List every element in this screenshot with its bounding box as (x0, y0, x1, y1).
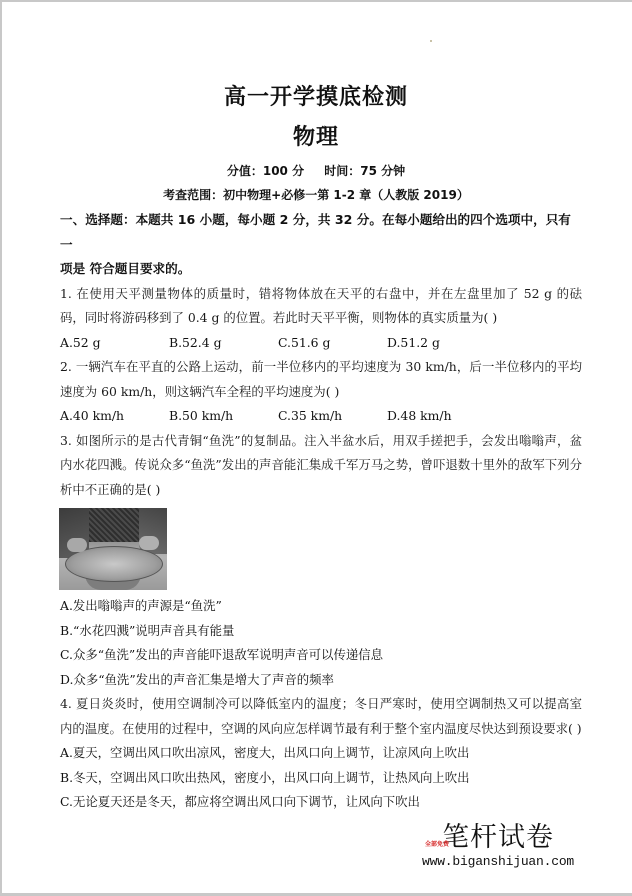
question-4 (60, 692, 582, 815)
section-heading-line-2: 项是 符合题目要求的。 (60, 261, 191, 276)
question-1-stem: 1. 在使用天平测量物体的质量时，错将物体放在天平的右盘中，并在左盘里加了 52 g 的砝码，同时将游码移到了 0.4 g 的位置。若此时天平平衡，则物体的真实质量为( ) (60, 285, 582, 325)
question-4-option-c: C.无论夏天还是冬天，都应将空调出风口向下调节，让风向下吹出 (60, 794, 420, 809)
time-label: 时间：75 分钟 (324, 164, 406, 178)
question-2 (60, 355, 582, 429)
question-3-option-c: C.众多“鱼洗”发出的声音能吓退敌军说明声音可以传递信息 (60, 647, 384, 662)
page-border-top (0, 0, 632, 2)
question-1-options (60, 331, 582, 356)
question-2-options (60, 404, 582, 429)
question-4-option-a: A.夏天，空调出风口吹出凉风，密度大，出风口向上调节，让凉风向上吹出 (60, 745, 470, 760)
question-3 (60, 429, 582, 693)
scan-speck (430, 40, 432, 42)
question-4-stem: 4. 夏日炎炎时，使用空调制冷可以降低室内的温度；冬日严寒时，使用空调制热又可以提高室内的温度。在使用的过程中，空调的风向应怎样调节最有利于整个室内温度尽快达到预设要求( ) (60, 696, 582, 736)
watermark-logo (422, 822, 602, 878)
subject-title: 物理 (292, 125, 339, 150)
exam-meta-score-time (0, 162, 632, 179)
question-3-option-b: B.“水花四溅”说明声音具有能量 (60, 622, 235, 638)
watermark-brand: 笔杆试卷 (442, 822, 554, 853)
score-label: 分值：100 分 (226, 164, 305, 178)
question-1-option-a: A.52 g (60, 334, 101, 350)
question-1-option-b: B.52.4 g (169, 334, 222, 350)
exam-content (60, 208, 582, 815)
exam-scope: 考查范围：初中物理+必修一第 1-2 章（人教版 2019） (163, 188, 469, 202)
photo-background (89, 508, 139, 542)
question-2-option-b: B.50 km/h (169, 408, 234, 423)
fish-basin-photo (59, 508, 167, 590)
question-2-stem: 2. 一辆汽车在平直的公路上运动，前一半位移内的平均速度为 30 km/h，后一半位移内的平均速度为 60 km/h，则这辆汽车全程的平均速度为( ) (60, 359, 582, 399)
watermark-url: www.biganshijuan.com (422, 854, 575, 869)
question-2-option-a: A.40 km/h (60, 408, 125, 423)
question-1-option-c: C.51.6 g (278, 334, 331, 350)
question-1-option-d: D.51.2 g (387, 334, 440, 350)
question-4-option-b: B.冬天，空调出风口吹出热风，密度小，出风口向上调节，让热风向上吹出 (60, 769, 470, 785)
photo-right-hand (139, 536, 159, 550)
question-3-option-a: A.发出嗡嗡声的声源是“鱼洗” (60, 598, 222, 613)
question-3-stem: 3. 如图所示的是古代青铜“鱼洗”的复制品。注入半盆水后，用双手搓把手，会发出嗡嗡声，盆内水花四溅。传说众多“鱼洗”发出的声音能汇集成千军万马之势，曾吓退数十里外的敌军下列分析中不正确的是( ) (60, 432, 582, 497)
question-2-option-d: D.48 km/h (387, 408, 452, 423)
question-1 (60, 282, 582, 356)
question-3-option-d: D.众多“鱼洗”发出的声音汇集是增大了声音的频率 (60, 671, 334, 687)
photo-left-hand (67, 538, 87, 552)
section-heading-line-1: 一、选择题：本题共 16 小题，每小题 2 分，共 32 分。在每小题给出的四个选项中，只有一 (60, 212, 571, 252)
section-heading (60, 208, 582, 282)
exam-title: 高一开学摸底检测 (223, 85, 408, 110)
watermark-free-tag: 全部免费 (425, 841, 450, 848)
question-2-option-c: C.35 km/h (278, 408, 343, 423)
